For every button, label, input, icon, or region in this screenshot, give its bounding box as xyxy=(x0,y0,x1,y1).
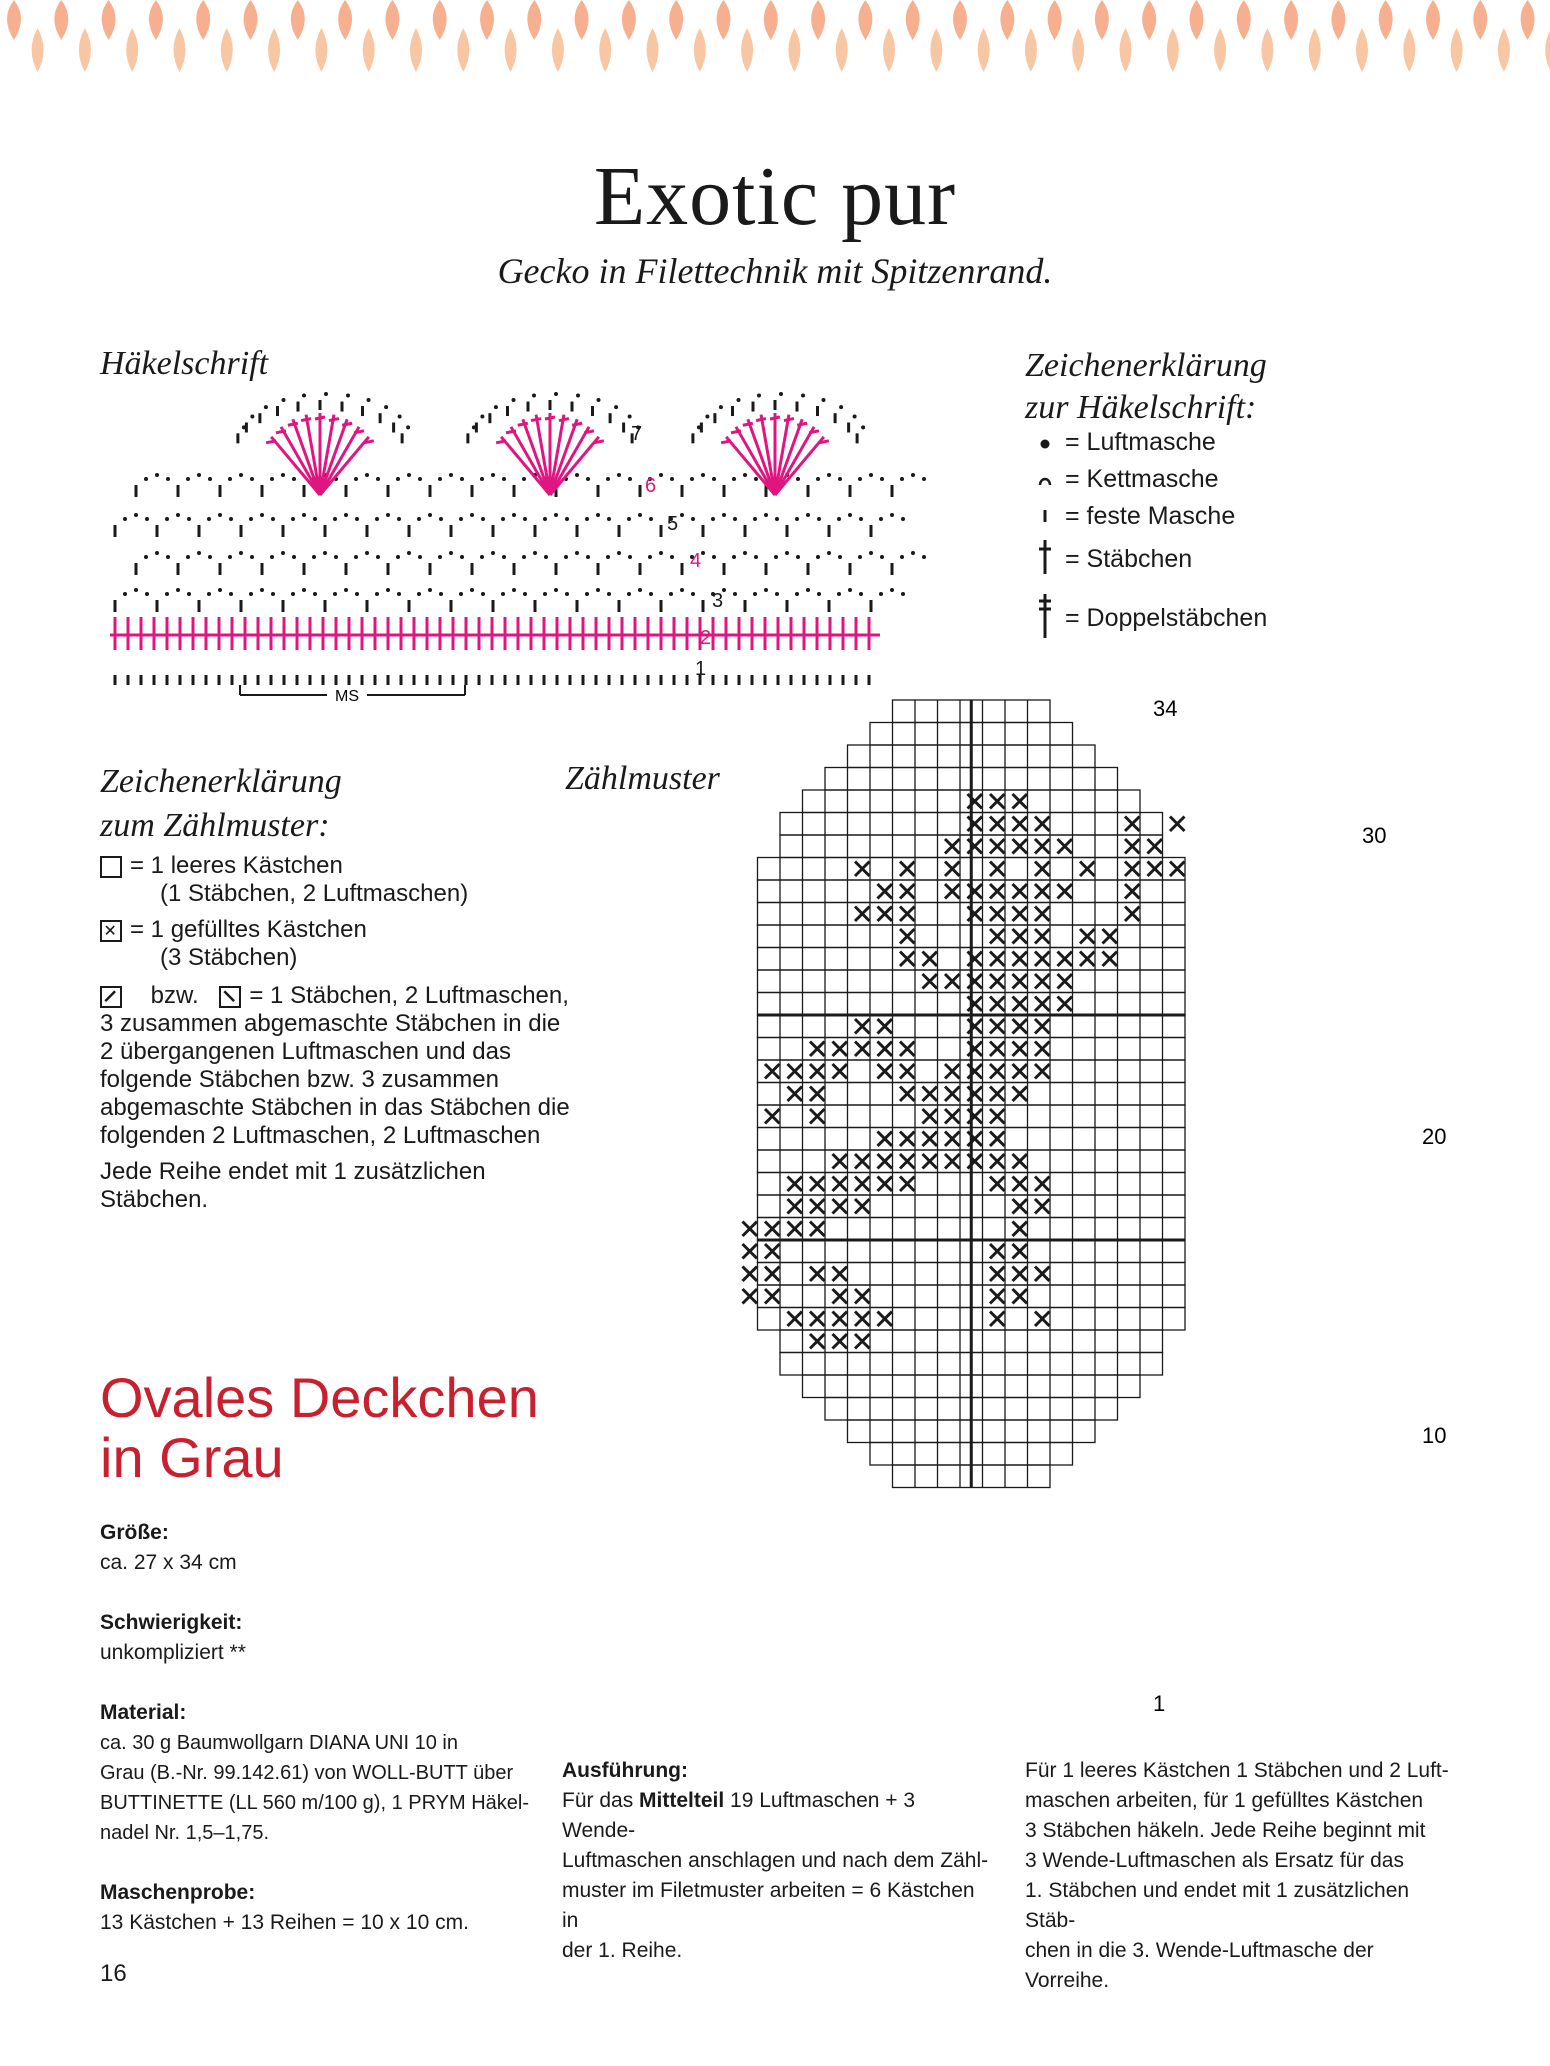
row-label-34: 34 xyxy=(1153,696,1178,721)
row-number-7: 7 xyxy=(631,423,643,445)
project-title: Ovales Deckchen in Grau xyxy=(100,1366,539,1489)
arc-icon xyxy=(1025,465,1065,494)
legend-empty-box: = 1 leeres Kästchen (1 Stäbchen, 2 Luftmaschen) xyxy=(100,852,468,908)
legend-diagonal-box: bzw. = 1 Stäbchen, 2 Luftmaschen, 3 zusammen abgemaschte Stäbchen in die 2 übergangenen Luftmaschen und das folgende Stäbchen bzw. 3 zusammen abgemaschte Stäbchen in das Stäbchen die folgenden 2 Luftmaschen, 2 Luftmaschen Jede Reihe endet mit 1 zusätzlichen Stäbchen. xyxy=(100,982,570,1213)
row-number-6: 6 xyxy=(645,475,657,497)
project-info xyxy=(100,1518,530,1938)
bar-icon xyxy=(1025,502,1065,531)
empty-box-icon xyxy=(100,856,122,878)
row-number-1: 1 xyxy=(695,658,707,680)
material-text: ca. 30 g Baumwollgarn DIANA UNI 10 in Grau (B.-Nr. 99.142.61) von WOLL-BUTT über BUTTINETTE (LL 560 m/100 g), 1 PRYM Häkel- nadel Nr. 1,5–1,75. xyxy=(100,1732,530,1844)
zaehlmuster-label: Zählmuster xyxy=(565,760,720,797)
row-label-10: 10 xyxy=(1422,1423,1447,1448)
row-number-2: 2 xyxy=(700,627,712,649)
filled-box-icon xyxy=(100,920,122,942)
legend-zaehlmuster-title: Zeichenerklärung zum Zählmuster: xyxy=(100,763,342,844)
maschenprobe-value: 13 Kästchen + 13 Reihen = 10 x 10 cm. xyxy=(100,1911,469,1934)
maschenprobe-label: Maschenprobe: xyxy=(100,1881,256,1904)
row-label-20: 20 xyxy=(1422,1124,1447,1149)
row-number-3: 3 xyxy=(712,590,724,612)
row-number-5: 5 xyxy=(667,513,679,535)
groesse-label: Größe: xyxy=(100,1521,169,1544)
page-title: Exotic pur xyxy=(593,150,957,243)
cross-icon xyxy=(1025,536,1065,583)
legend-item-staebchen: = Stäbchen xyxy=(1025,536,1192,583)
groesse-value: ca. 27 x 34 cm xyxy=(100,1551,237,1574)
schwierigkeit-value: unkompliziert ** xyxy=(100,1641,246,1664)
legend-item-kettmasche: = Kettmasche xyxy=(1025,465,1219,494)
ausfuehrung-text-col2: Für 1 leeres Kästchen 1 Stäbchen und 2 Luft- maschen arbeiten, für 1 gefülltes Kästchen 3 Stäbchen häkeln. Jede Reihe beginnt mit 3 Wende-Luftmaschen als Ersatz für das 1. Stäbchen und endet mit 1 zusätzlichen Stäb- chen in die 3. Wende-Luftmasche der Vorreihe. xyxy=(1025,1759,1449,1992)
crochet-edging-diagram xyxy=(95,385,895,705)
legend-item-feste-masche: = feste Masche xyxy=(1025,502,1235,531)
double-cross-icon xyxy=(1025,590,1065,647)
legend-item-doppelstaebchen: = Doppelstäbchen xyxy=(1025,590,1267,647)
page-subtitle: Gecko in Filettechnik mit Spitzenrand. xyxy=(497,251,1053,291)
filet-chart xyxy=(690,690,1447,1730)
material-label: Material: xyxy=(100,1701,187,1724)
decorative-top-border xyxy=(0,0,1550,90)
diagonal-up-box-icon xyxy=(100,986,122,1008)
ausfuehrung-label: Ausführung: xyxy=(562,1759,688,1782)
legend-haekelschrift-title: Zeichenerklärung zur Häkelschrift: xyxy=(1025,347,1267,426)
row-label-30: 30 xyxy=(1362,823,1387,848)
page-number: 16 xyxy=(100,1960,127,1987)
diagonal-down-box-icon xyxy=(219,986,241,1008)
ms-label: MS xyxy=(335,688,359,705)
haekelschrift-label: Häkelschrift xyxy=(100,345,269,382)
ausfuehrung-text: Ausführung: Für das Mittelteil 19 Luftmaschen + 3 Wende- Luftmaschen anschlagen und nach dem Zähl- muster im Filetmuster arbeiten = 6 Kästchen in der 1. Reihe. xyxy=(562,1756,992,1966)
legend-filled-box: = 1 gefülltes Kästchen (3 Stäbchen) xyxy=(100,916,367,972)
dot-icon xyxy=(1025,428,1065,457)
legend-item-luftmasche: = Luftmasche xyxy=(1025,428,1216,457)
schwierigkeit-label: Schwierigkeit: xyxy=(100,1611,243,1634)
row-number-4: 4 xyxy=(690,550,702,572)
row-label-1: 1 xyxy=(1153,1691,1166,1716)
